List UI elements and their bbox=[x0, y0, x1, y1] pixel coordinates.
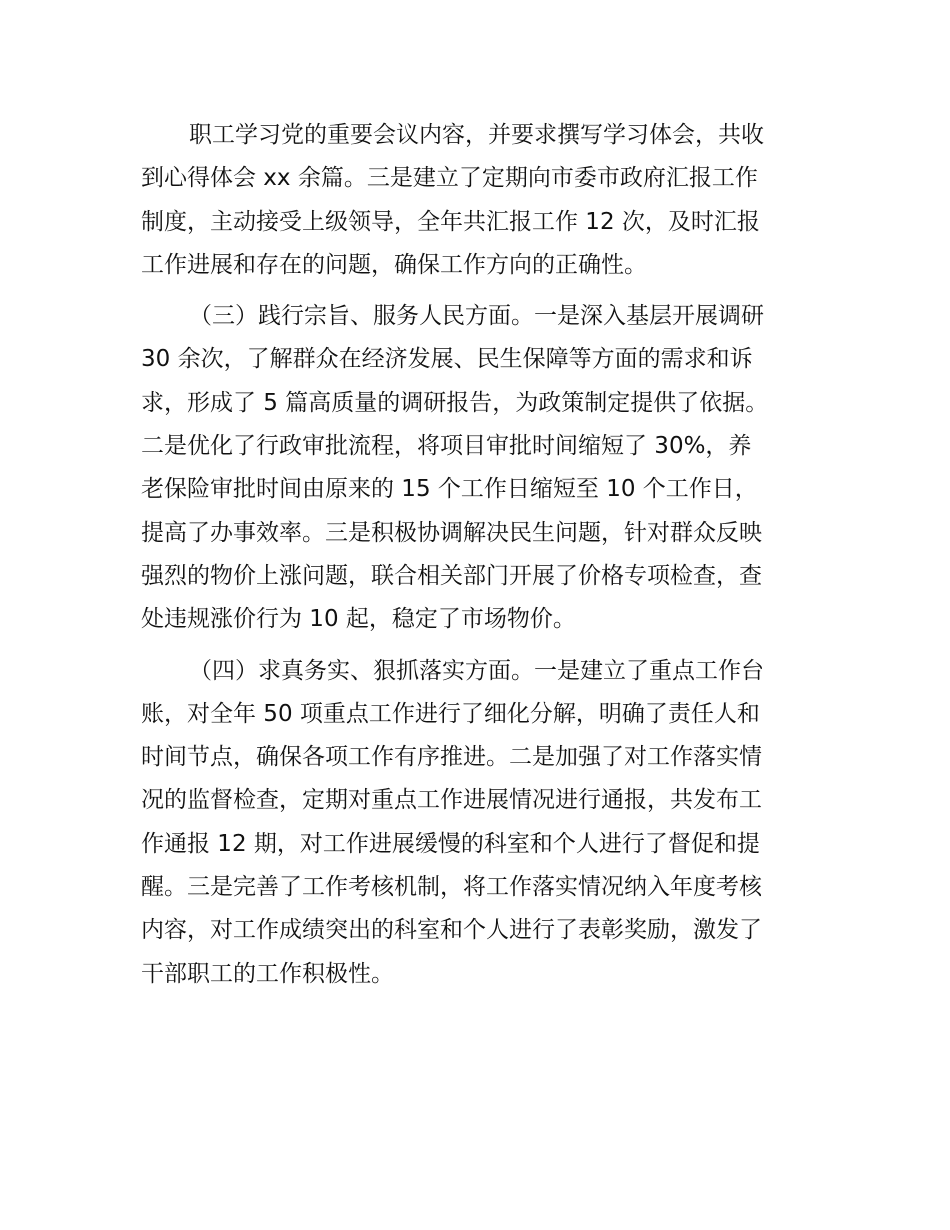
paragraph-continuation bbox=[141, 114, 821, 287]
text-line: 作通报 12 期，对工作进展缓慢的科室和个人进行了督促和提 bbox=[141, 830, 760, 857]
text-line: 制度，主动接受上级领导，全年共汇报工作 12 次，及时汇报 bbox=[141, 208, 760, 235]
text-line: 醒。三是完善了工作考核机制，将工作落实情况纳入年度考核 bbox=[141, 874, 762, 901]
text-line: 时间节点，确保各项工作有序推进。二是加强了对工作落实情 bbox=[141, 744, 762, 771]
text-line: 处违规涨价行为 10 起，稳定了市场物价。 bbox=[141, 606, 576, 633]
text-line: 二是优化了行政审批流程，将项目审批时间缩短了 30%，养 bbox=[141, 433, 752, 460]
text-line: 到心得体会 xx 余篇。三是建立了定期向市委市政府汇报工作 bbox=[141, 165, 758, 192]
text-line: （三）践行宗旨、服务人民方面。一是深入基层开展调研 bbox=[189, 303, 764, 330]
text-line: 干部职工的工作积极性。 bbox=[141, 960, 394, 987]
text-line: 求，形成了 5 篇高质量的调研报告，为政策制定提供了依据。 bbox=[141, 389, 769, 416]
text-line: 30 余次，了解群众在经济发展、民生保障等方面的需求和诉 bbox=[141, 346, 753, 373]
document-body bbox=[141, 114, 821, 996]
text-line: 老保险审批时间由原来的 15 个工作日缩短至 10 个工作日， bbox=[141, 476, 758, 503]
paragraph-section-three bbox=[141, 295, 821, 641]
text-line: 职工学习党的重要会议内容，并要求撰写学习体会，共收 bbox=[189, 122, 764, 148]
text-line: 内容，对工作成绩突出的科室和个人进行了表彰奖励，激发了 bbox=[141, 917, 762, 944]
text-line: 强烈的物价上涨问题，联合相关部门开展了价格专项检查，查 bbox=[141, 562, 762, 589]
text-line: 账，对全年 50 项重点工作进行了细化分解，明确了责任人和 bbox=[141, 700, 760, 727]
paragraph-section-four bbox=[141, 650, 821, 996]
text-line: 工作进展和存在的问题，确保工作方向的正确性。 bbox=[141, 251, 647, 278]
text-line: 提高了办事效率。三是积极协调解决民生问题，针对群众反映 bbox=[141, 519, 762, 546]
text-line: （四）求真务实、狠抓落实方面。一是建立了重点工作台 bbox=[189, 657, 764, 684]
text-line: 况的监督检查，定期对重点工作进展情况进行通报，共发布工 bbox=[141, 787, 762, 814]
